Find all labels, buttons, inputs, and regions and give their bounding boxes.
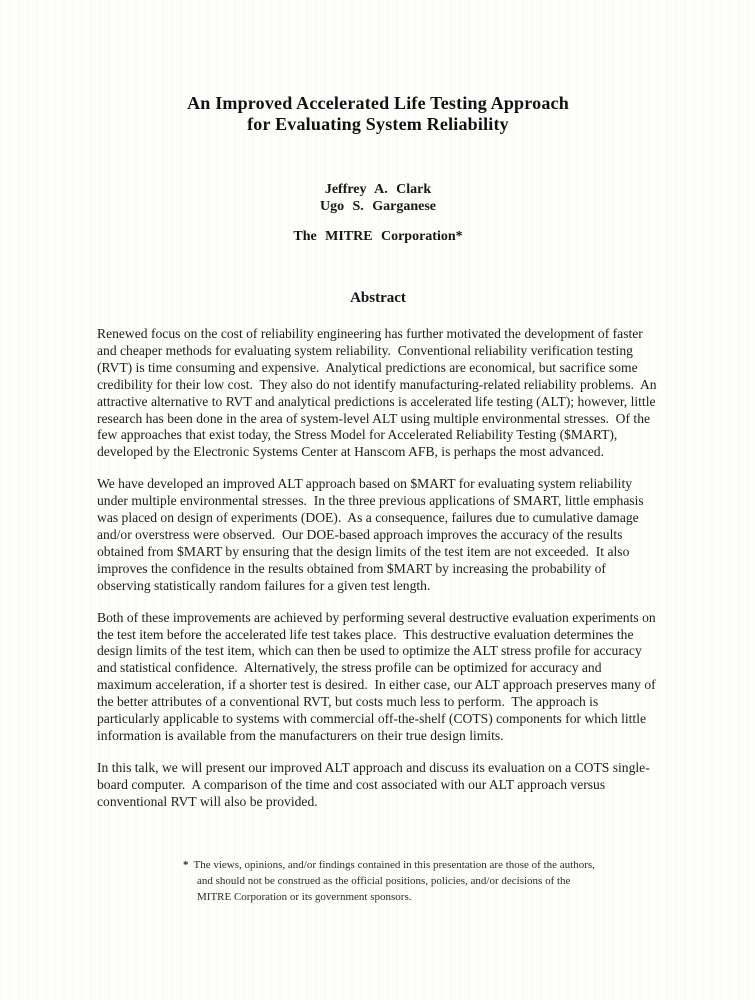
author-name: Jeffrey A. Clark [324, 182, 432, 197]
abstract-paragraph: Both of these improvements are achieved by performing several destructive evaluation experiments on the test item before the accelerated life test takes place. This destructive evaluation determines the design limits of the test item, which can then be used to optimize the ALT stress profile for accuracy and statistical confidence. Alternatively, the stress profile can be optimized for accuracy and maximum acceleration, if a shorter test is desired. In either case, our ALT approach preserves many of the better attributes of a conventional RVT, but costs much less to perform. The approach is particularly applicable to systems with commercial off-the-shelf (COTS) components for which little information is available from the manufacturers on their true design limits. [97, 609, 660, 743]
affiliation: The MITRE Corporation* [293, 229, 463, 244]
abstract-paragraph: Renewed focus on the cost of reliability engineering has further motivated the development of faster and cheaper methods for evaluating system reliability. Conventional reliability verification testing (RVT) is time consuming and expensive. Analytical predictions are economical, but sacrifice some credibility for their low cost. They also do not identify manufacturing-related reliability problems. An attractive alternative to RVT and analytical predictions is accelerated life testing (ALT); however, little research has been done in the area of system-level ALT using multiple environmental stresses. Of the few approaches that exist today, the Stress Model for Accelerated Reliability Testing ($MART), developed by the Electronic Systems Center at Hanscom AFB, is perhaps the most advanced. [97, 326, 660, 460]
paper-title [97, 93, 659, 135]
abstract-body [97, 326, 659, 811]
paper-title-line1: An Improved Accelerated Life Testing Approach [187, 93, 569, 113]
author-block [97, 182, 659, 215]
footnote [183, 857, 595, 905]
abstract-heading: Abstract [350, 290, 406, 306]
author-name: Ugo S. Garganese [320, 198, 436, 214]
abstract-paragraph: In this talk, we will present our improved ALT approach and discuss its evaluation on a COTS single-board computer. A comparison of the time and cost associated with our ALT approach versus conventional RVT will also be provided. [97, 759, 650, 809]
abstract-paragraph: We have developed an improved ALT approach based on $MART for evaluating system reliability under multiple environmental stresses. In the three previous applications of SMART, little emphasis was placed on design of experiments (DOE). As a consequence, failures due to cumulative damage and/or overstress were observed. Our DOE-based approach improves the accuracy of the results obtained from $MART by ensuring that the design limits of the test item are not exceeded. It also improves the confidence in the results obtained from $MART by increasing the probability of observing statistically random failures for a given test length. [97, 476, 648, 593]
footnote-marker: * [183, 859, 189, 871]
footnote-text: The views, opinions, and/or findings contained in this presentation are those of the authors, and should not be construed as the official positions, policies, and/or decisions of the MITRE Corporation or its government sponsors. [193, 859, 595, 903]
content-column [97, 0, 659, 826]
paper-title-line2: for Evaluating System Reliability [247, 114, 509, 134]
